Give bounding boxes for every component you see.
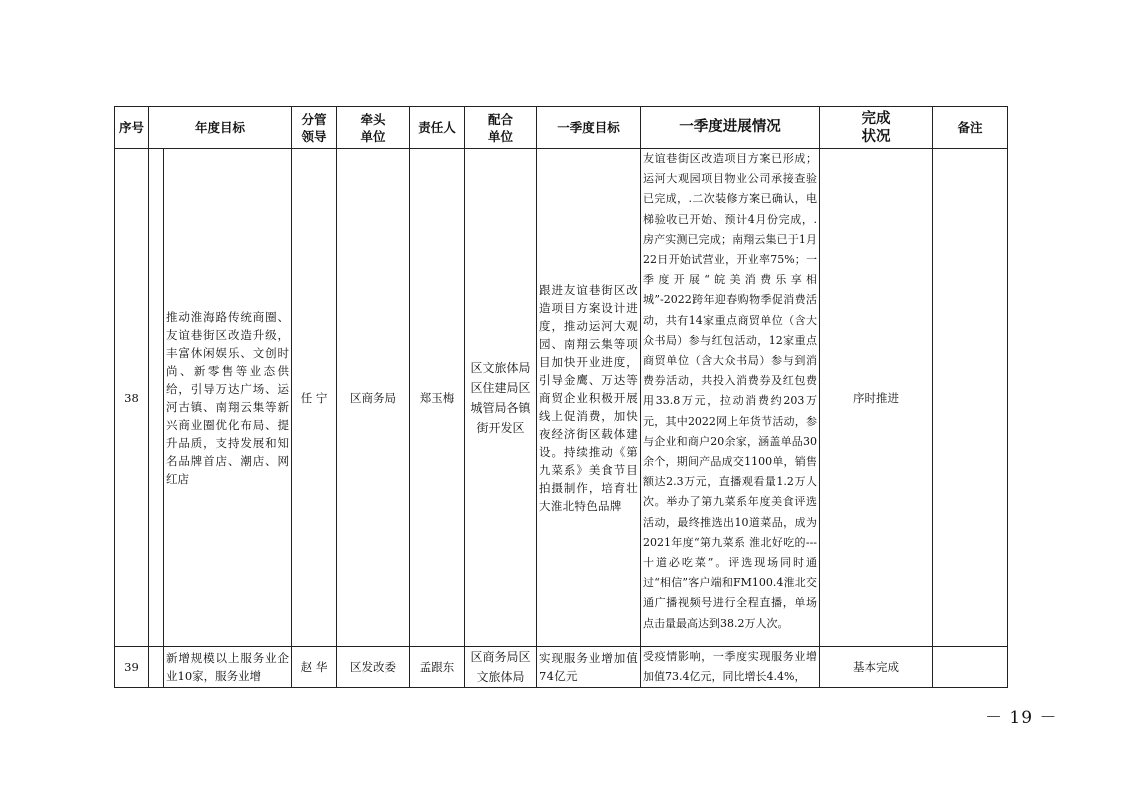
cell-q1-progress: 受疫情影响，一季度实现服务业增加值73.4亿元，同比增长4.4%， bbox=[641, 647, 820, 688]
header-lead-unit: 牵头单位 bbox=[337, 107, 410, 149]
header-q1-progress: 一季度进展情况 bbox=[641, 107, 820, 149]
cell-spacer bbox=[149, 149, 164, 647]
cell-no: 38 bbox=[115, 149, 149, 647]
cell-annual-goal: 新增规模以上服务业企业10家，服务业增 bbox=[164, 647, 292, 688]
header-no: 序号 bbox=[115, 107, 149, 149]
header-responsible: 责任人 bbox=[410, 107, 465, 149]
header-q1-goal: 一季度目标 bbox=[537, 107, 641, 149]
cell-coop-unit: 区文旅体局区住建局区城管局各镇街开发区 bbox=[465, 149, 537, 647]
table-row bbox=[115, 149, 1008, 647]
cell-q1-goal: 跟进友谊巷街区改造项目方案设计进度，推动运河大观园、南翔云集等项目加快开业进度，引导金鹰、万达等商贸企业积极开展线上促消费，加快夜经济街区载体建设。持续推动《第九菜系》美食节目拍摄制作，培育壮大淮北特色品牌 bbox=[537, 149, 641, 647]
cell-spacer bbox=[149, 647, 164, 688]
cell-status: 基本完成 bbox=[820, 647, 933, 688]
header-coop-unit: 配合单位 bbox=[465, 107, 537, 149]
table-row bbox=[115, 647, 1008, 688]
cell-remarks bbox=[933, 149, 1008, 647]
header-remarks: 备注 bbox=[933, 107, 1008, 149]
cell-leader: 赵 华 bbox=[292, 647, 337, 688]
cell-no: 39 bbox=[115, 647, 149, 688]
work-progress-table bbox=[114, 106, 1008, 688]
cell-coop-unit: 区商务局区文旅体局 bbox=[465, 647, 537, 688]
header-row bbox=[115, 107, 1008, 149]
cell-status: 序时推进 bbox=[820, 149, 933, 647]
cell-lead-unit: 区商务局 bbox=[337, 149, 410, 647]
cell-remarks bbox=[933, 647, 1008, 688]
cell-responsible: 孟跟东 bbox=[410, 647, 465, 688]
cell-leader: 任 宁 bbox=[292, 149, 337, 647]
header-leader: 分管领导 bbox=[292, 107, 337, 149]
cell-responsible: 郑玉梅 bbox=[410, 149, 465, 647]
cell-lead-unit: 区发改委 bbox=[337, 647, 410, 688]
header-status: 完成状况 bbox=[820, 107, 933, 149]
header-annual-goal: 年度目标 bbox=[149, 107, 292, 149]
cell-annual-goal: 推动淮海路传统商圈、友谊巷街区改造升级，丰富休闲娱乐、文创时尚、新零售等业态供给，引导万达广场、运河古镇、南翔云集等新兴商业圈优化布局、提升品质，支持发展和知名品牌首店、潮店、网红店 bbox=[164, 149, 292, 647]
page-number: － 19 － bbox=[985, 708, 1058, 728]
cell-q1-progress: 友谊巷街区改造项目方案已形成；运河大观园项目物业公司承接查验已完成，.二次装修方案已确认，电梯验收已开始、预计4月份完成，.房产实测已完成；南翔云集已于1月22日开始试营业，开业率75%；一季度开展“皖美消费乐享相城”-2022跨年迎春购物季促消费活动，共有14家重点商贸单位（含大众书局）参与红包活动，12家重点商贸单位（含大众书局）参与到消费券活动，共投入消费券及红包费用33.8万元，拉动消费约203万元，其中2022网上年货节活动，参与企业和商户20余家，涵盖单品30余个，期间产品成交1100单，销售额达2.3万元，直播观看量1.2万人次。举办了第九菜系年度美食评选活动，最终推选出10道菜品，成为2021年度“第九菜系 淮北好吃的---十道必吃菜”。评选现场同时通过“相信”客户端和FM100.4淮北交通广播视频号进行全程直播，单场点击量最高达到38.2万人次。 bbox=[641, 149, 820, 647]
cell-q1-goal: 实现服务业增加值74亿元 bbox=[537, 647, 641, 688]
